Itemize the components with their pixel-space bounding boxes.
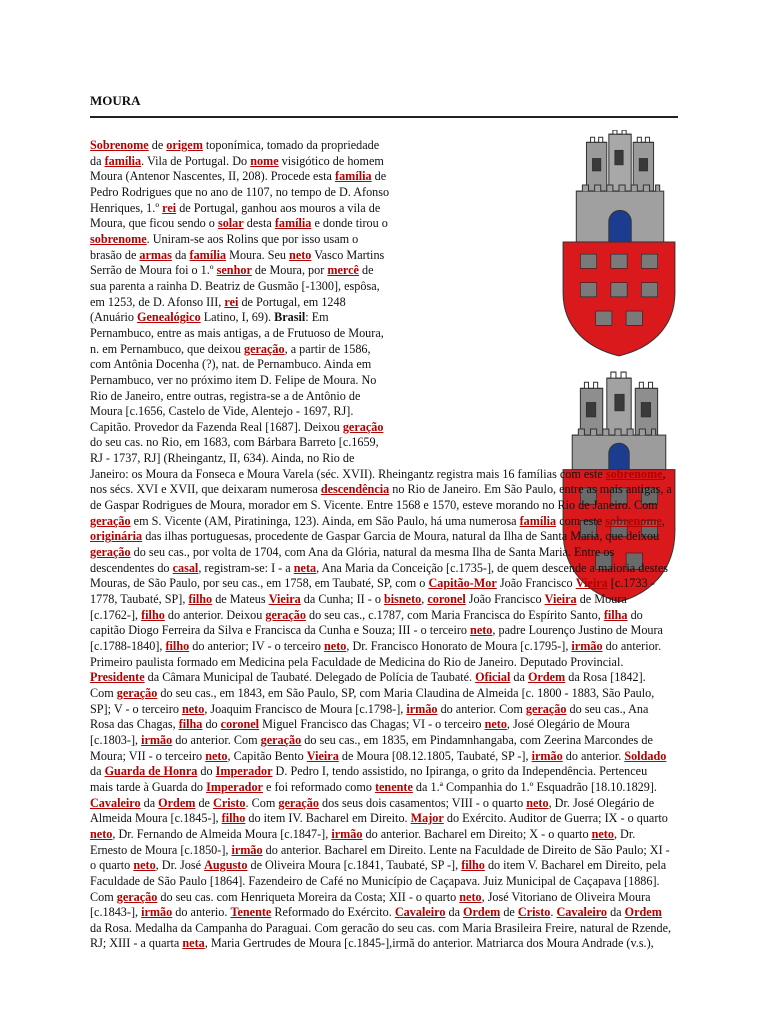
text-run: do anterior. Deixou xyxy=(164,607,266,622)
text-run: da xyxy=(607,905,625,920)
text-run: da Rosa [1842]. Com xyxy=(90,670,646,700)
text-run: do seu cas. com Henriqueta Moreira da Costa; XII - o quarto xyxy=(157,889,460,904)
keyword-link[interactable]: neto xyxy=(289,247,312,262)
text-run: do anterior. xyxy=(562,748,625,763)
keyword-link[interactable]: irmão xyxy=(141,732,173,747)
keyword-link[interactable]: geração xyxy=(265,607,306,622)
text-run: de sua parenta a rainha D. Beatriz de Gusmão [-1300], espôsa, em 1253, de D. Afonso III, xyxy=(90,263,380,309)
text-run: , José Olegário de Moura [c.1803-], xyxy=(90,717,630,747)
keyword-link[interactable]: neto xyxy=(459,889,482,904)
text-run: , xyxy=(661,513,665,528)
text-run: do anterior. Bacharel em Direito; X - o quarto xyxy=(362,826,592,841)
keyword-link[interactable]: geração xyxy=(244,341,285,356)
keyword-link[interactable]: neta xyxy=(182,936,205,951)
keyword-link[interactable]: armas xyxy=(139,247,172,262)
text-run: do seu cas., em 1835, em Pindamnhangaba, com Zeerina Marcondes de Moura; VII - o terceiro xyxy=(90,732,653,763)
text-run: da xyxy=(140,795,159,810)
keyword-link[interactable]: Ordem xyxy=(158,795,196,810)
text-run: : Em Pernambuco, entre as mais antigas, a de Frutuoso de Moura, n. em Pernambuco, que deixou xyxy=(90,310,384,356)
keyword-link[interactable]: irmão xyxy=(571,639,603,653)
keyword-link[interactable]: Capitão-Mor xyxy=(428,576,497,591)
keyword-link[interactable]: neto xyxy=(484,717,507,732)
text-run: , Dr. Francisco Honorato de Moura [c.1795-], xyxy=(346,639,572,653)
keyword-link[interactable]: filho xyxy=(461,858,485,873)
page-title: MOURA xyxy=(90,93,141,108)
text-run: dos seus dois casamentos; VIII - o quarto xyxy=(318,795,527,810)
keyword-link[interactable]: Presidente xyxy=(90,670,145,685)
bold-heading-brasil: Brasil xyxy=(274,310,306,325)
text-run: , Dr. José Olegário de Almeida Moura [c.1845-], xyxy=(90,795,655,826)
keyword-link[interactable]: Cavaleiro xyxy=(90,795,141,810)
text-run: Latino, I, 69). xyxy=(200,310,275,325)
keyword-link[interactable]: sobrenome xyxy=(90,231,147,246)
keyword-link[interactable]: irmão xyxy=(331,826,363,841)
text-run: de xyxy=(148,138,167,152)
text-run: do item IV. Bacharel em Direito. xyxy=(245,811,411,826)
keyword-link[interactable]: Guarda de Honra xyxy=(104,764,198,779)
keyword-link[interactable]: Vieira xyxy=(306,748,339,763)
text-run: com este xyxy=(556,513,606,528)
keyword-link[interactable]: Sobrenome xyxy=(90,138,149,152)
text-run: , Dr. Ernesto de Moura [c.1850-], xyxy=(90,826,636,857)
text-run: da xyxy=(171,247,190,262)
text-run: , José Vitoriano de Oliveira Moura [c.1843-], xyxy=(90,889,651,920)
text-run: do anterior. Com xyxy=(172,732,261,747)
text-run: , padre Lourenço Justino de Moura [c.1788-1840], xyxy=(90,623,663,653)
keyword-link[interactable]: irmão xyxy=(141,905,173,920)
keyword-link[interactable]: solar xyxy=(217,216,244,231)
text-run: [c.1733 - 1778, Taubaté, SP], xyxy=(90,576,655,607)
text-run: , Capitão Bento xyxy=(227,748,307,763)
keyword-link[interactable]: neto xyxy=(133,858,156,873)
text-run: , Dr. José xyxy=(155,858,205,873)
keyword-link[interactable]: Imperador xyxy=(215,764,273,779)
keyword-link[interactable]: senhor xyxy=(216,263,252,278)
keyword-link[interactable]: neta xyxy=(293,560,317,575)
text-run: no Rio de Janeiro. Em São Paulo, entre as mais antigas, a de Gaspar Rodrigues de Moura, morador em S. Vicente. Entre 1568 e 1570, esteve morando no Rio de Janeiro. Com xyxy=(90,482,672,513)
keyword-link[interactable]: Tenente xyxy=(230,905,272,920)
text-run: , Dr. Fernando de Almeida Moura [c.1847-], xyxy=(112,826,332,841)
text-run: do Exército. Auditor de Guerra; IX - o quarto xyxy=(443,811,668,826)
text-run: de xyxy=(195,795,214,810)
text-run: e foi reformado como xyxy=(262,779,375,794)
keyword-link[interactable]: família xyxy=(335,169,372,184)
text-run: do anterior; IV - o terceiro xyxy=(189,639,324,653)
keyword-link[interactable]: Cavaleiro xyxy=(394,905,446,920)
text-run: do anterio. xyxy=(172,905,231,920)
keyword-link[interactable]: geração xyxy=(342,419,384,434)
keyword-link[interactable]: irmão xyxy=(406,701,438,716)
text-run: . Vila de Portugal. Do xyxy=(141,153,251,168)
text-run: , Ana Maria da Conceição [c.1735-], de quem descende a maioria destes Mouras, de São Paulo, por seu cas., em 1758, em Taubaté, SP, com o xyxy=(90,560,669,591)
text-run: de Moura [08.12.1805, Taubaté, SP -], xyxy=(338,748,532,763)
keyword-link[interactable]: nome xyxy=(250,153,279,168)
keyword-link[interactable]: neto xyxy=(470,623,493,638)
text-run: Miguel Francisco das Chagas; VI - o terceiro xyxy=(259,717,485,732)
text-run: em S. Vicente (AM, Piratininga, 123). Ainda, em São Paulo, há uma numerosa xyxy=(130,513,520,528)
text-run: de Portugal, ganhou aos mouros a vila de Moura, que ficou sendo o xyxy=(90,200,381,231)
text-run: do seu cas., por volta de 1704, com Ana da Glória, natural da mesma Ilha de Santa Maria. Entre os descendentes do xyxy=(90,545,615,575)
keyword-link[interactable]: família xyxy=(189,247,227,262)
text-run: da xyxy=(445,905,464,920)
text-run: , Maria Gertrudes de Moura [c.1845-],irmã do anterior. Matriarca dos Moura Andrade (v.s.), xyxy=(204,936,654,951)
keyword-link[interactable]: irmão xyxy=(231,842,263,857)
text-run: do xyxy=(202,717,221,732)
keyword-link[interactable]: filho xyxy=(165,639,190,653)
keyword-link[interactable]: neto xyxy=(526,795,549,810)
keyword-link[interactable]: rei xyxy=(224,294,239,309)
text-run: do anterior. Primeiro paulista formado em Medicina pela Faculdade de Medicina do Rio de Janeiro. Deputado Provincial. xyxy=(90,639,662,669)
keyword-link[interactable]: bisneto xyxy=(384,592,422,607)
text-run: . xyxy=(550,905,557,920)
text-run: . Com xyxy=(245,795,279,810)
keyword-link[interactable]: casal xyxy=(172,560,199,575)
keyword-link[interactable]: Augusto xyxy=(204,858,248,873)
keyword-link[interactable]: descendência xyxy=(320,482,390,497)
text-run: das ilhas portuguesas, procedente de Gaspar Garcia de Moura, natural da Ilha de Santa Maria, que deixou xyxy=(142,529,660,544)
keyword-link[interactable]: Major xyxy=(410,811,444,826)
keyword-link[interactable]: Ordem xyxy=(527,670,566,685)
text-run: do item V. Bacharel em Direito, pela Faculdade de São Paulo [1864]. Fazendeiro de Café no Município de Caçapava. Juiz Municipal de Caçapava [1886]. Com xyxy=(90,858,667,904)
text-run: D. Pedro I, tendo assistido, no Ipiranga, o grito da Independência. Pertenceu mais tarde à Guarda do xyxy=(90,764,648,794)
keyword-link[interactable]: geração xyxy=(116,889,158,904)
keyword-link[interactable]: tenente xyxy=(374,779,413,794)
text-run: da Cunha; II - o xyxy=(300,592,384,607)
keyword-link[interactable]: Vieira xyxy=(575,576,608,591)
text-run: do anterior. Com xyxy=(437,701,526,716)
text-run: de Oliveira Moura [c.1841, Taubaté, SP -], xyxy=(247,858,462,873)
keyword-link[interactable]: neto xyxy=(591,826,614,841)
keyword-link[interactable]: família xyxy=(104,153,142,168)
text-run: da xyxy=(90,764,105,779)
keyword-link[interactable]: neto xyxy=(181,701,205,716)
keyword-link[interactable]: Cristo xyxy=(213,795,246,810)
text-run: , nos sécs. XVI e XVII, que deixaram numerosa xyxy=(90,466,666,497)
keyword-link[interactable]: geração xyxy=(90,513,131,528)
text-run: de xyxy=(500,905,518,920)
text-run: , a partir de 1586, com Antônia Docenha (?), nat. de Pernambuco. Ainda em Pernambuco, ver no próximo item D. Felipe de Moura. No Rio de Janeiro, entre outras, registra-se a de Antônio de Moura [c.1656, Castelo de Vide, Alentejo - 1697, RJ]. Capitão. Provedor da Fazenda Real [1687]. Deixou xyxy=(90,341,377,434)
keyword-link[interactable]: rei xyxy=(162,200,177,215)
text-run: João Francisco xyxy=(465,592,545,607)
text-run: e donde tirou o xyxy=(311,216,388,231)
keyword-link[interactable]: Soldado xyxy=(624,748,667,763)
keyword-link[interactable]: geração xyxy=(116,685,158,700)
keyword-link[interactable]: origem xyxy=(166,138,203,152)
keyword-link[interactable]: filho xyxy=(221,811,246,826)
keyword-link[interactable]: geração xyxy=(525,701,567,716)
keyword-link[interactable]: Ordem xyxy=(463,905,501,920)
title-divider xyxy=(90,116,678,118)
keyword-link[interactable]: irmão xyxy=(531,748,563,763)
text-run: da xyxy=(510,670,528,685)
text-run: do seu cas., Ana Rosa das Chagas, xyxy=(90,701,649,732)
text-run: Moura. Seu xyxy=(226,247,290,262)
keyword-link[interactable]: mercê xyxy=(327,263,359,278)
text-run: de Pedro Rodrigues que no ano de 1107, no tempo de D. Afonso Henriques, 1.º xyxy=(90,169,390,215)
text-run: da Rosa. Medalha da Campanha do Paraguai. Com geracão do seu cas. com Maria Brasileira Freire, natural de Rzende, RJ; XIII - a quarta xyxy=(90,920,672,951)
keyword-link[interactable]: família xyxy=(519,513,557,528)
text-run: do seu cas., em 1843, em São Paulo, SP, com Maria Claudina de Almeida [c. 1800 - 1883, São Paulo, SP]; V - o terceiro xyxy=(90,685,655,716)
keyword-link[interactable]: Ordem xyxy=(624,905,662,920)
text-run: do seu cas., c.1787, com Maria Francisca do Espírito Santo, xyxy=(305,607,604,622)
text-run: João Francisco xyxy=(496,576,576,591)
text-run: de Portugal, em 1248 (Anuário xyxy=(90,294,346,325)
keyword-link[interactable]: Vieira xyxy=(544,592,577,607)
text-run: . Uniram-se aos Rolins que por isso usam o brasão de xyxy=(90,231,359,262)
keyword-link[interactable]: Genealógico xyxy=(137,310,201,325)
text-run: Reformado do Exército. xyxy=(271,905,395,920)
text-run: de Mateus xyxy=(212,592,269,607)
text-run: , xyxy=(421,592,428,607)
keyword-link[interactable]: filha xyxy=(603,607,628,622)
keyword-link[interactable]: coronel xyxy=(427,592,466,607)
keyword-link[interactable]: família xyxy=(274,216,312,231)
keyword-link[interactable]: sobrenome xyxy=(605,513,662,528)
keyword-link[interactable]: Vieira xyxy=(268,592,301,607)
keyword-link[interactable]: Imperador xyxy=(206,779,263,794)
keyword-link[interactable]: neto xyxy=(90,826,113,841)
text-run: visigótico de homem Moura (Antenor Nascentes, II, 208). Procede esta xyxy=(90,153,384,184)
text-run: de Moura, por xyxy=(251,263,328,278)
text-run: do xyxy=(197,764,216,779)
keyword-link[interactable]: originária xyxy=(90,529,143,544)
keyword-link[interactable]: neto xyxy=(324,639,347,653)
text-run: toponímica, tomado da propriedade da xyxy=(90,138,380,168)
text-run: da Câmara Municipal de Taubaté. Delegado de Polícia de Taubaté. xyxy=(144,670,476,685)
text-run: do anterior. Bacharel em Direito. Lente na Faculdade de Direito de São Paulo; XI - o quarto xyxy=(90,842,670,873)
text-run: Vasco Martins Serrão de Moura foi o 1.º xyxy=(90,247,385,278)
body-text xyxy=(90,138,672,952)
keyword-link[interactable]: coronel xyxy=(220,717,260,732)
text-run: desta xyxy=(243,216,275,231)
text-run: do seu cas. no Rio, em 1683, com Bárbara Barreto [c.1659, RJ - 1737, RJ] (Rheingantz, II, 634). Ainda, no Rio de Janeiro: os Moura da Fonseca e Moura Varela (séc. XVII). Rheingantz registra mais 16 famílias com este xyxy=(90,435,606,481)
keyword-link[interactable]: neto xyxy=(205,748,228,763)
keyword-link[interactable]: filho xyxy=(141,607,165,622)
keyword-link[interactable]: filho xyxy=(188,592,213,607)
text-run: de Moura [c.1762-], xyxy=(90,592,627,622)
keyword-link[interactable]: geração xyxy=(90,545,131,560)
text-run: , Joaquim Francisco de Moura [c.1798-], xyxy=(204,701,407,716)
text-run: da 1.ª Companhia do 1.º Esquadrão [18.10.1829]. xyxy=(412,779,657,794)
keyword-link[interactable]: geração xyxy=(260,732,302,747)
keyword-link[interactable]: geração xyxy=(278,795,319,810)
text-run: do capitão Diogo Ferreira da Silva e Francisca da Cunha e Souza; III - o terceiro xyxy=(90,607,643,638)
keyword-link[interactable]: Cavaleiro xyxy=(556,905,608,920)
keyword-link[interactable]: Oficial xyxy=(475,670,511,685)
keyword-link[interactable]: Cristo xyxy=(517,905,551,920)
keyword-link[interactable]: sobrenome xyxy=(605,466,663,481)
keyword-link[interactable]: filha xyxy=(178,717,203,732)
text-run: , registram-se: I - a xyxy=(198,560,294,575)
